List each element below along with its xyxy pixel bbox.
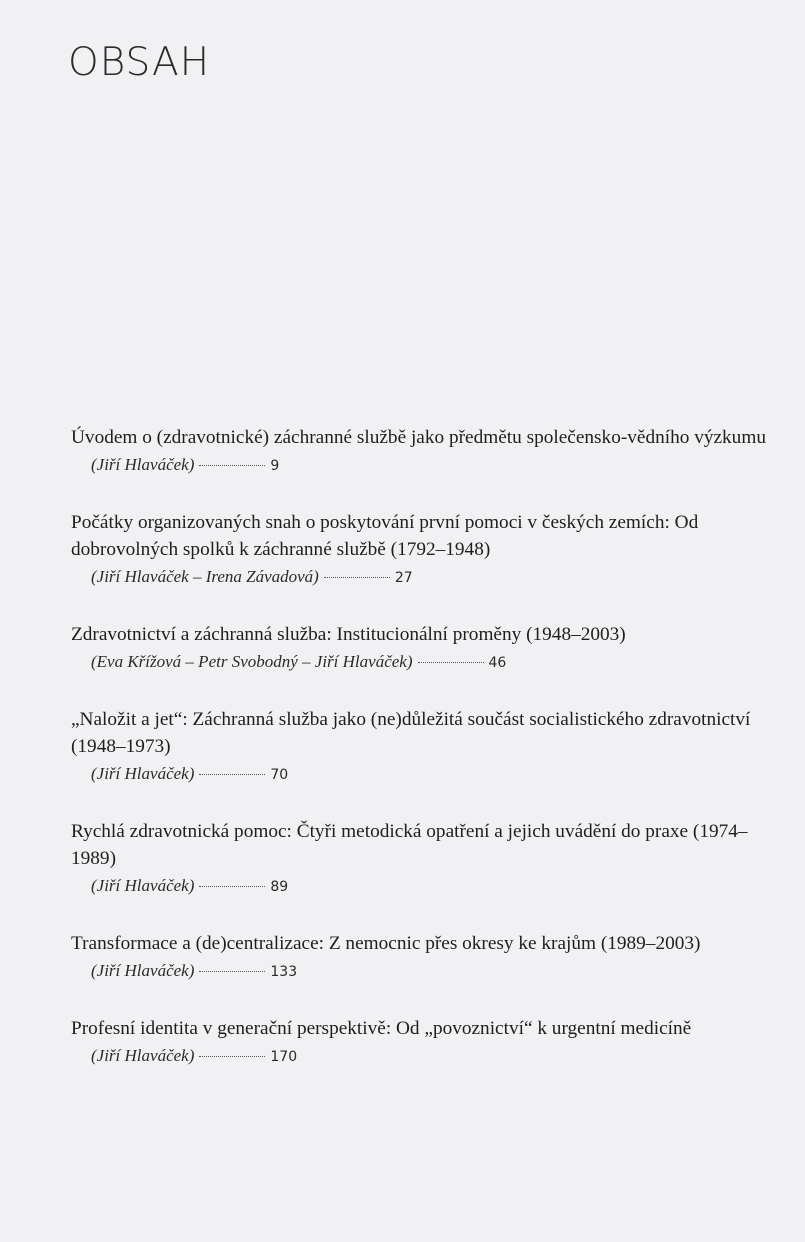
entry-authors: (Jiří Hlaváček) [91,961,195,980]
entry-page-number: 89 [270,879,289,895]
dot-leader [199,1056,265,1057]
entry-meta [91,648,771,677]
dot-leader [199,886,265,887]
entry-title: Profesní identita v generační perspektivě: Od „povoznictví“ k urgentní medicíně [71,1018,692,1039]
toc-entry [71,424,771,480]
entry-title: Rychlá zdravotnická pomoc: Čtyři metodická opatření a jejich uvádění do praxe (1974–1989) [71,821,748,869]
entry-authors: (Jiří Hlaváček – Irena Závadová) [91,567,319,586]
entry-page-number: 170 [270,1049,298,1065]
page-title: OBSAH [68,40,211,85]
table-of-contents [71,424,771,1100]
toc-entry [71,818,771,901]
entry-title: Počátky organizovaných snah o poskytování první pomoci v českých zemích: Od dobrovolných spolků k záchranné službě (1792–1948) [71,512,699,560]
dot-leader [199,971,265,972]
entry-page-number: 46 [488,655,507,671]
entry-authors: (Jiří Hlaváček) [91,455,195,474]
toc-entry [71,706,771,789]
entry-meta [91,563,771,592]
entry-authors: (Jiří Hlaváček) [91,1046,195,1065]
entry-meta [91,451,771,480]
entry-title: „Naložit a jet“: Záchranná služba jako (ne)důležitá součást socialistického zdravotnictví (1948–1973) [71,709,751,757]
toc-entry [71,1015,771,1071]
entry-page-number: 133 [270,964,298,980]
entry-authors: (Jiří Hlaváček) [91,764,195,783]
entry-page-number: 70 [270,767,289,783]
toc-entry [71,509,771,592]
entry-meta [91,872,771,901]
dot-leader [418,662,484,663]
entry-authors: (Jiří Hlaváček) [91,876,195,895]
entry-page-number: 9 [270,458,280,474]
dot-leader [324,577,390,578]
entry-meta [91,760,771,789]
entry-page-number: 27 [394,570,413,586]
dot-leader [199,465,265,466]
toc-entry [71,621,771,677]
dot-leader [199,774,265,775]
entry-title: Úvodem o (zdravotnické) záchranné službě jako předmětu společensko-vědního výzkumu [71,427,766,448]
entry-authors: (Eva Křížová – Petr Svobodný – Jiří Hlaváček) [91,652,413,671]
entry-title: Transformace a (de)centralizace: Z nemocnic přes okresy ke krajům (1989–2003) [71,933,701,954]
entry-meta [91,1042,771,1071]
toc-entry [71,930,771,986]
entry-title: Zdravotnictví a záchranná služba: Institucionální proměny (1948–2003) [71,624,626,645]
entry-meta [91,957,771,986]
